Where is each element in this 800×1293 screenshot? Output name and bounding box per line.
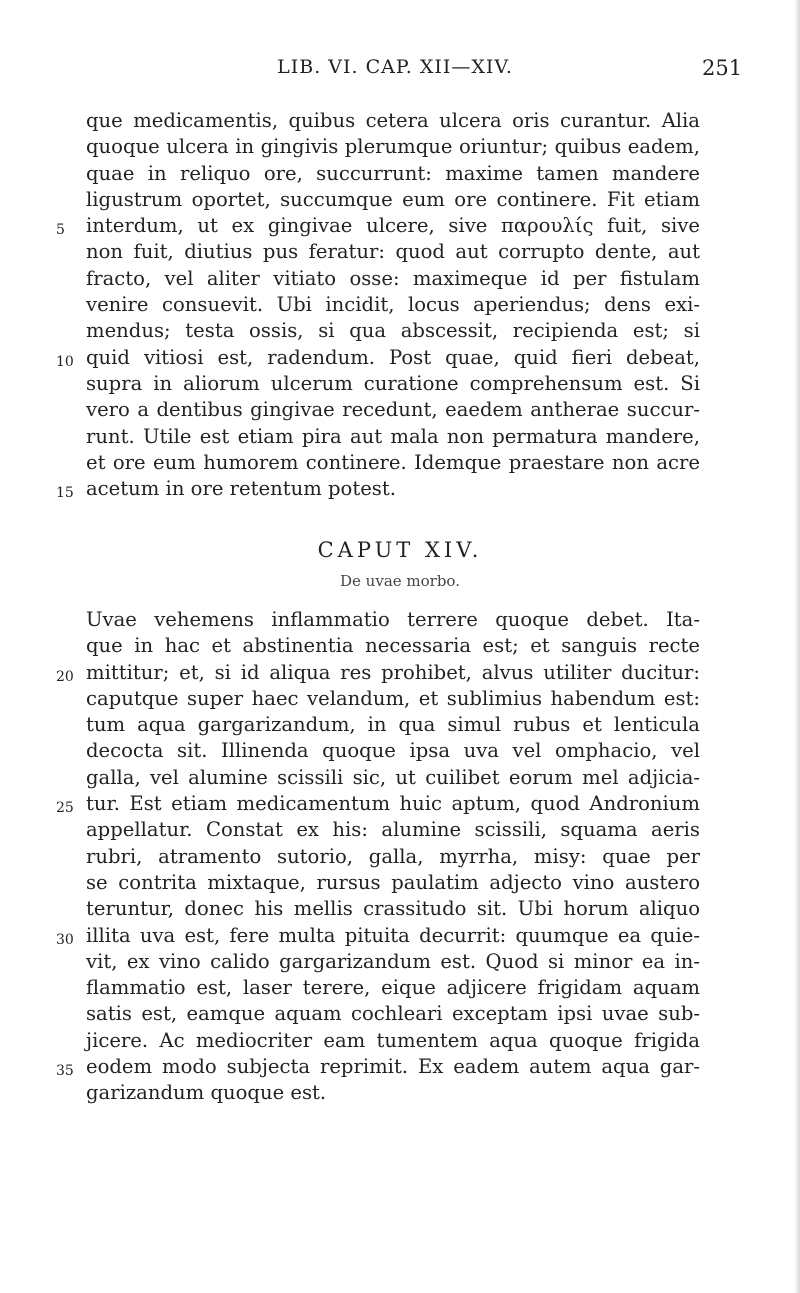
running-head xyxy=(0,56,800,86)
line-text: Uvae vehemens inflammatio terrere quoque debet. Ita- xyxy=(86,608,700,631)
line-number: 30 xyxy=(56,931,74,948)
line-text: que medicamentis, quibus cetera ulcera oris curantur. Alia xyxy=(86,109,700,132)
text-line xyxy=(86,161,700,187)
line-text: vero a dentibus gingivae recedunt, eaedem antherae succur- xyxy=(86,398,700,422)
line-text: satis est, eamque aquam cochleari exceptam ipsi uvae sub- xyxy=(86,1002,700,1026)
text-line xyxy=(86,239,700,265)
text-line xyxy=(56,1054,700,1080)
line-text: supra in aliorum ulcerum curatione comprehensum est. Si xyxy=(86,371,700,395)
text-line xyxy=(56,660,700,686)
line-text: vit, ex vino calido gargarizandum est. Quod si minor ea in- xyxy=(86,949,700,973)
text-line xyxy=(86,187,700,213)
text-line xyxy=(86,292,700,318)
line-number: 15 xyxy=(56,485,74,502)
line-text: fracto, vel aliter vitiato osse: maximeque id per fistulam xyxy=(86,266,700,290)
page-number: 251 xyxy=(702,56,743,80)
line-text: appellatur. Constat ex his: alumine scissili, squama aeris xyxy=(86,818,700,842)
line-number: 5 xyxy=(56,222,65,239)
line-text: quid vitiosi est, radendum. Post quae, quid fieri debeat, xyxy=(86,345,700,369)
text-line xyxy=(86,607,700,633)
text-line xyxy=(86,397,700,423)
line-text: jicere. Ac mediocriter eam tumentem aqua quoque frigida xyxy=(86,1028,700,1052)
text-line xyxy=(86,712,700,738)
text-line xyxy=(56,213,700,239)
text-line xyxy=(86,1080,700,1106)
text-line xyxy=(86,738,700,764)
text-line xyxy=(86,817,700,843)
text-line xyxy=(56,923,700,949)
line-text: galla, vel alumine scissili sic, ut cuilibet eorum mel adjicia- xyxy=(86,765,700,789)
text-line xyxy=(86,450,700,476)
line-text: et ore eum humorem continere. Idemque praestare non acre xyxy=(86,450,700,474)
text-line xyxy=(56,791,700,817)
text-line xyxy=(86,633,700,659)
text-line xyxy=(86,134,700,160)
text-line xyxy=(86,1028,700,1054)
line-text: rubri, atramento sutorio, galla, myrrha, misy: quae per xyxy=(86,844,700,868)
text-line xyxy=(86,1001,700,1027)
line-text: tum aqua gargarizandum, in qua simul rubus et lenticula xyxy=(86,713,700,737)
line-text: interdum, ut ex gingivae ulcere, sive παρουλίς fuit, sive xyxy=(86,214,700,238)
text-line xyxy=(86,686,700,712)
line-number: 20 xyxy=(56,668,74,685)
text-line xyxy=(86,870,700,896)
line-text: caputque super haec velandum, et sublimius habendum est: xyxy=(86,686,700,710)
line-text: venire consuevit. Ubi incidit, locus aperiendus; dens exi- xyxy=(86,293,700,317)
line-text: mittitur; et, si id aliqua res prohibet, alvus utiliter ducitur: xyxy=(86,660,700,684)
line-text: quae in reliquo ore, succurrunt: maxime tamen mandere xyxy=(86,161,700,185)
line-text: mendus; testa ossis, si qua abscessit, recipienda est; si xyxy=(86,319,700,343)
text-line xyxy=(56,345,700,371)
text-block-chapter-xiii xyxy=(56,108,700,502)
chapter-subtitle: De uvae morbo. xyxy=(340,572,460,590)
line-text: teruntur, donec his mellis crassitudo sit. Ubi horum aliquo xyxy=(86,897,700,921)
line-text: flammatio est, laser terere, eique adjicere frigidam aquam xyxy=(86,976,700,1000)
text-line xyxy=(56,476,700,502)
line-text: que in hac et abstinentia necessaria est; et sanguis recte xyxy=(86,634,700,658)
text-line xyxy=(86,318,700,344)
text-line xyxy=(86,844,700,870)
page-edge xyxy=(794,0,800,1293)
text-line xyxy=(86,424,700,450)
text-line xyxy=(86,765,700,791)
running-title: LIB. VI. CAP. XII—XIV. xyxy=(277,56,513,78)
line-text: eodem modo subjecta reprimit. Ex eadem autem aqua gar- xyxy=(86,1055,700,1079)
line-text: acetum in ore retentum potest. xyxy=(86,477,396,501)
line-text: illita uva est, fere multa pituita decurrit: quumque ea quie- xyxy=(86,923,700,947)
text-block-chapter-xiv xyxy=(56,607,700,1107)
line-text: ligustrum oportet, succumque eum ore continere. Fit etiam xyxy=(86,187,700,211)
text-line xyxy=(86,949,700,975)
text-line xyxy=(86,108,700,134)
text-line xyxy=(86,975,700,1001)
line-text: garizandum quoque est. xyxy=(86,1081,327,1105)
line-text: decocta sit. Illinenda quoque ipsa uva vel omphacio, vel xyxy=(86,739,700,763)
line-number: 25 xyxy=(56,800,74,817)
line-number: 10 xyxy=(56,353,74,370)
text-line xyxy=(86,896,700,922)
text-line xyxy=(86,371,700,397)
line-text: se contrita mixtaque, rursus paulatim adjecto vino austero xyxy=(86,870,700,894)
line-text: non fuit, diutius pus feratur: quod aut corrupto dente, aut xyxy=(86,240,700,264)
text-line xyxy=(86,266,700,292)
line-number: 35 xyxy=(56,1063,74,1080)
line-text: quoque ulcera in gingivis plerumque oriuntur; quibus eadem, xyxy=(86,135,700,159)
line-text: runt. Utile est etiam pira aut mala non permatura mandere, xyxy=(86,424,700,448)
line-text: tur. Est etiam medicamentum huic aptum, quod Andronium xyxy=(86,792,700,816)
chapter-title: CAPUT XIV. xyxy=(317,538,483,562)
